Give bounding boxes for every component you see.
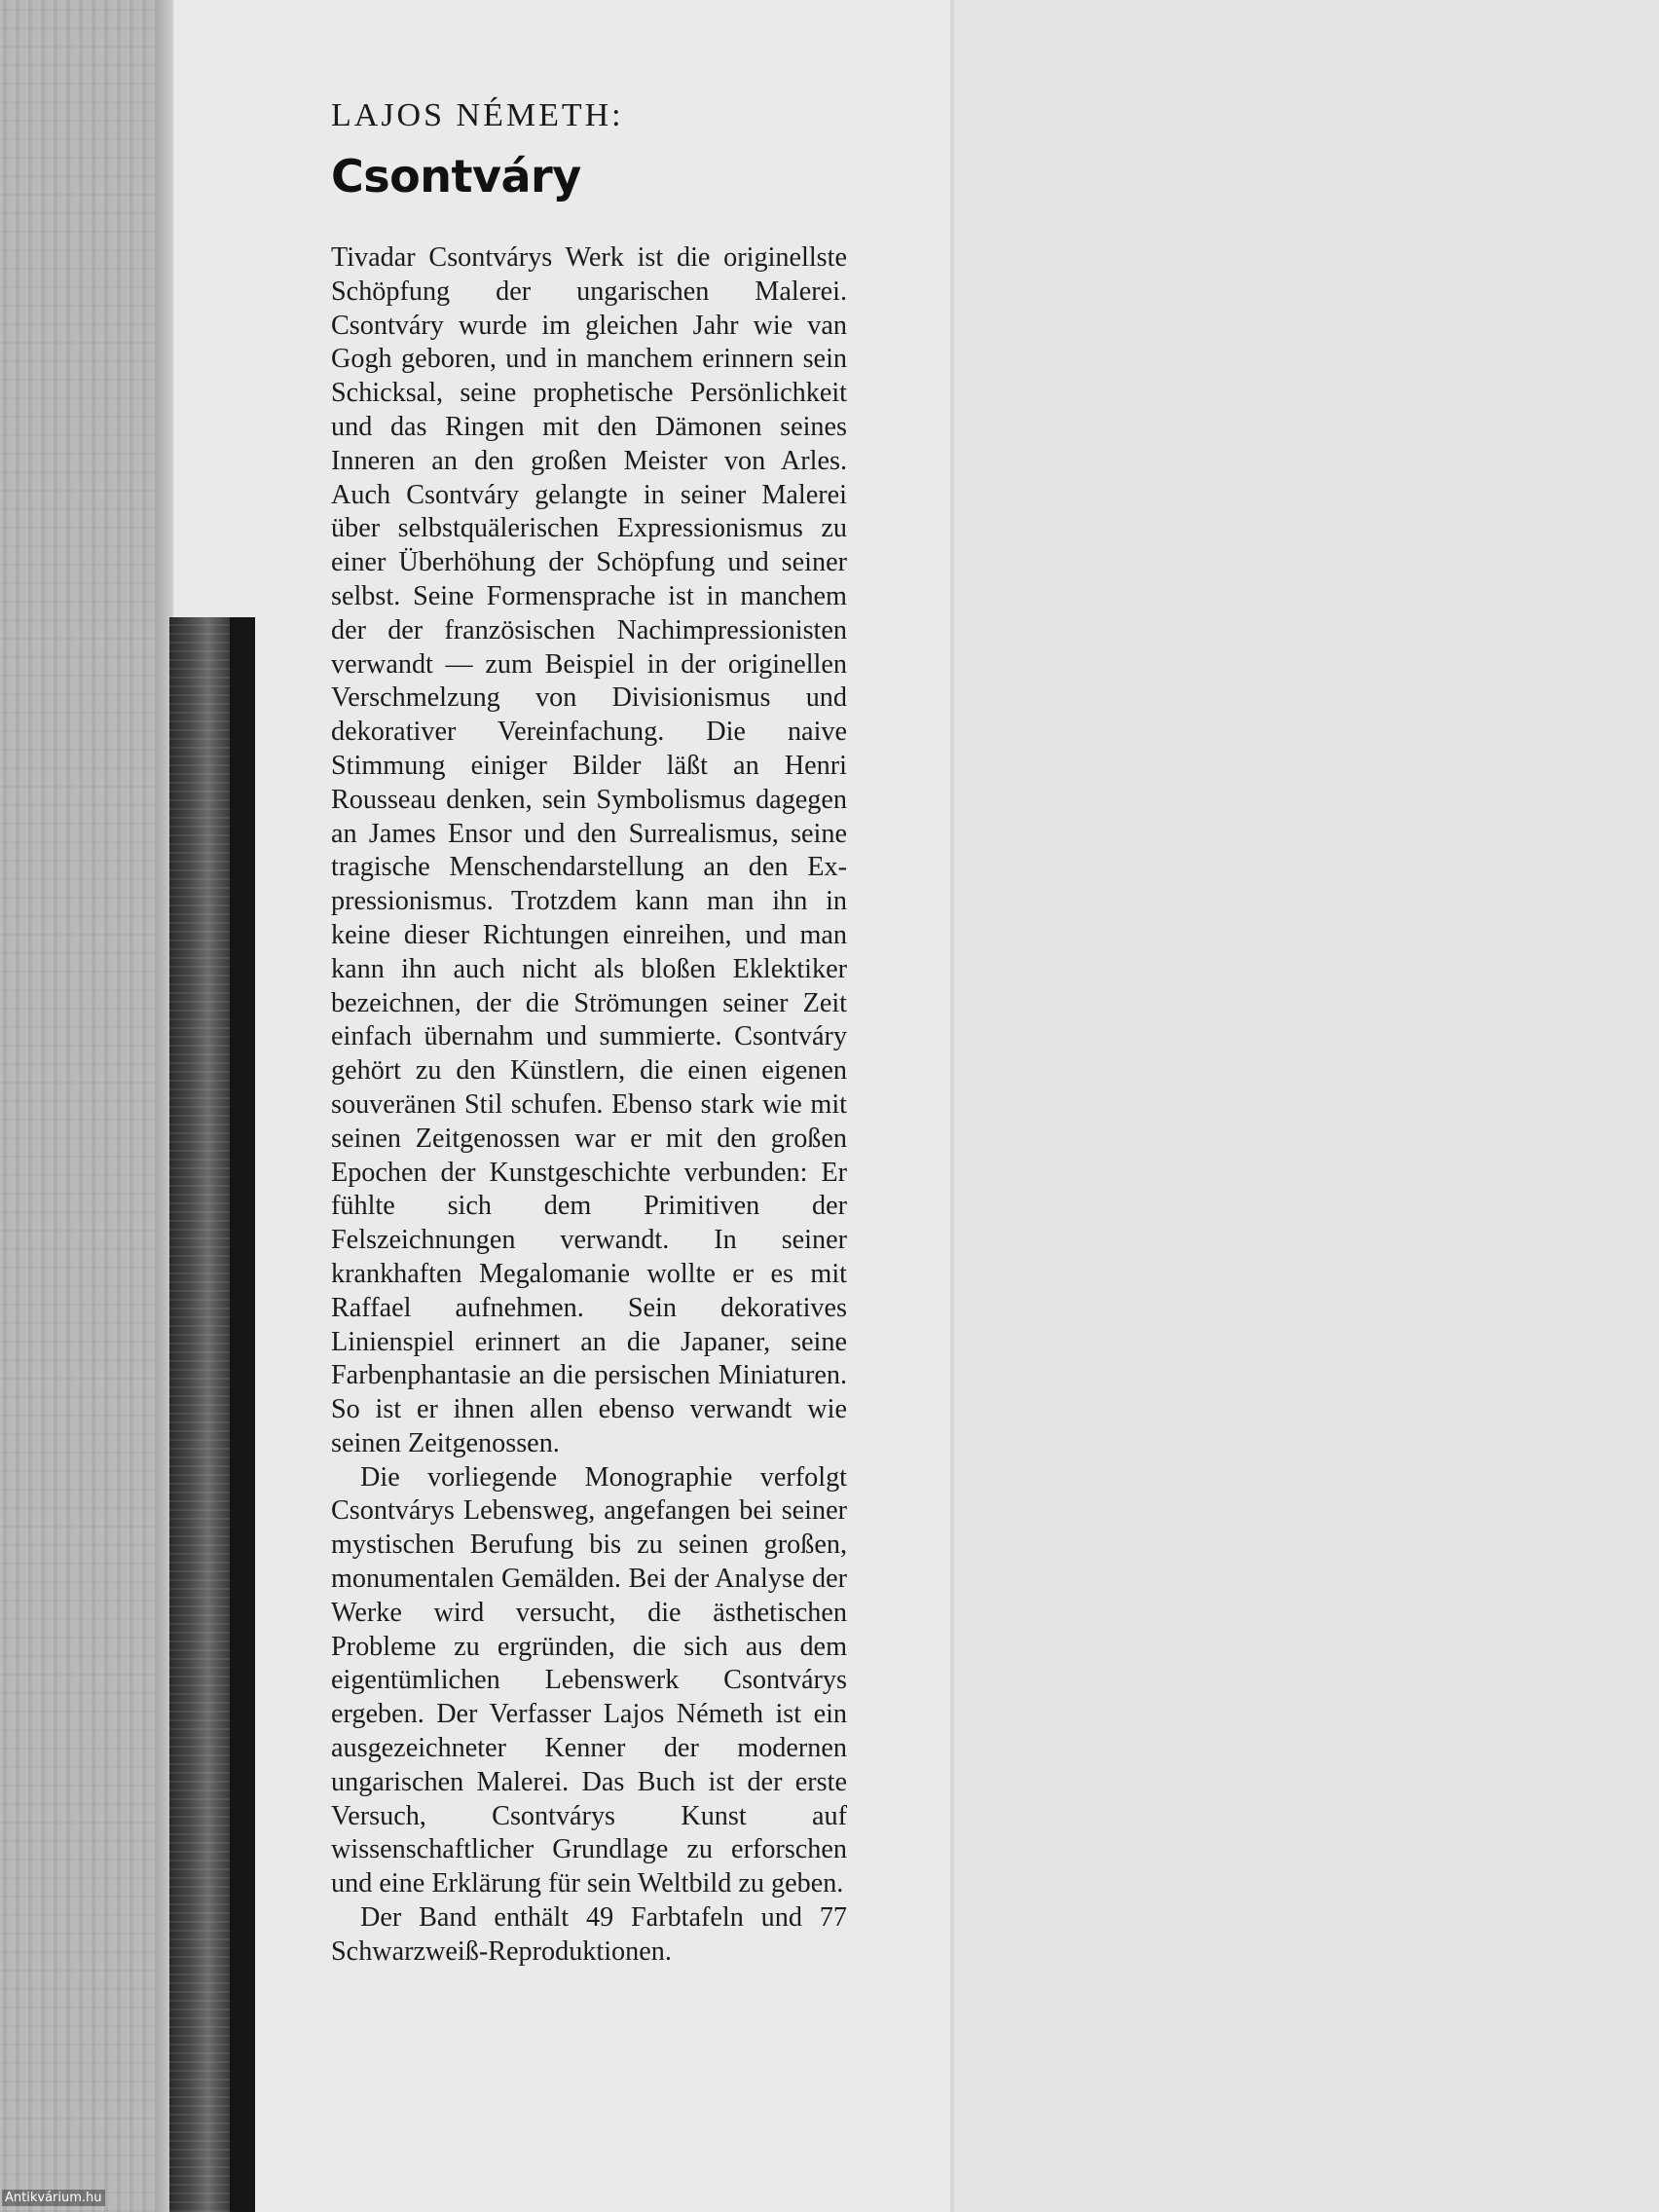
author-name: LAJOS NÉMETH: (331, 97, 624, 133)
flap-text-block (331, 97, 847, 1970)
table-surface (0, 0, 173, 2212)
book-title: Csontváry (331, 150, 581, 203)
adjacent-page (954, 0, 1659, 2212)
book-spine (169, 617, 255, 2212)
description-body (331, 241, 847, 1970)
paragraph-3: Der Band enthält 49 Farbtafeln und 77 Schwarzweiß-Reproduktionen. (331, 1902, 847, 1967)
site-watermark: Antikvárium.hu (2, 2190, 105, 2206)
paragraph-2: Die vorliegende Monographie verfolgt Csontvárys Lebensweg, angefangen bei seiner mystischen Berufung bis zu seinen großen, monumentalen Gemälden. Bei der Analyse der Werke wird versucht, die ästhetischen Probleme zu ergründen, die sich aus dem eigentümlichen Lebenswerk Csontvárys ergeben. Der Verfasser Lajos Németh ist ein ausgezeichneter Kenner der modernen ungarischen Malerei. Das Buch ist der erste Versuch, Csontvárys Kunst auf wissenschaftlicher Grundlage zu erforschen und eine Erklärung für sein Weltbild zu geben. (331, 1461, 847, 1899)
paragraph-1: Tivadar Csontvárys Werk ist die originellste Schöpfung der ungarischen Malerei. Csontváry wurde im gleichen Jahr wie van Gogh geboren, und in manchem erinnern sein Schicksal, seine prophetische Persönlichkeit und das Ringen mit den Dämonen seines Inneren an den großen Meister von Arles. Auch Csontváry gelangte in seiner Malerei über selbstquälerischen Expressionismus zu einer Überhöhung der Schöpfung und seiner selbst. Seine Formensprache ist in manchem der der französischen Nachimpressionisten verwandt — zum Beispiel in der originellen Verschmelzung von Divisionismus und dekorativer Vereinfachung. Die naive Stimmung einiger Bilder läßt an Henri Rousseau denken, sein Symbolismus dagegen an James Ensor und den Surrealismus, seine tragische Menschendarstellung an den Expressionismus. Trotzdem kann man ihn in keine dieser Richtungen einreihen, und man kann ihn auch nicht als bloßen Eklektiker bezeichnen, der die Strömungen seiner Zeit einfach übernahm und summierte. Csontváry gehört zu den Künstlern, die einen eigenen souveränen Stil schufen. Ebenso stark wie mit seinen Zeitgenossen war er mit den großen Epochen der Kunstgeschichte verbunden: Er fühlte sich dem Primitiven der Felszeichnungen verwandt. In seiner krankhaften Megalomanie wollte er es mit Raffael aufnehmen. Sein dekoratives Linienspiel erinnert an die Japaner, seine Farbenphantasie an die persischen Miniaturen. So ist er ihnen allen ebenso verwandt wie seinen Zeitgenossen. (331, 242, 847, 1458)
